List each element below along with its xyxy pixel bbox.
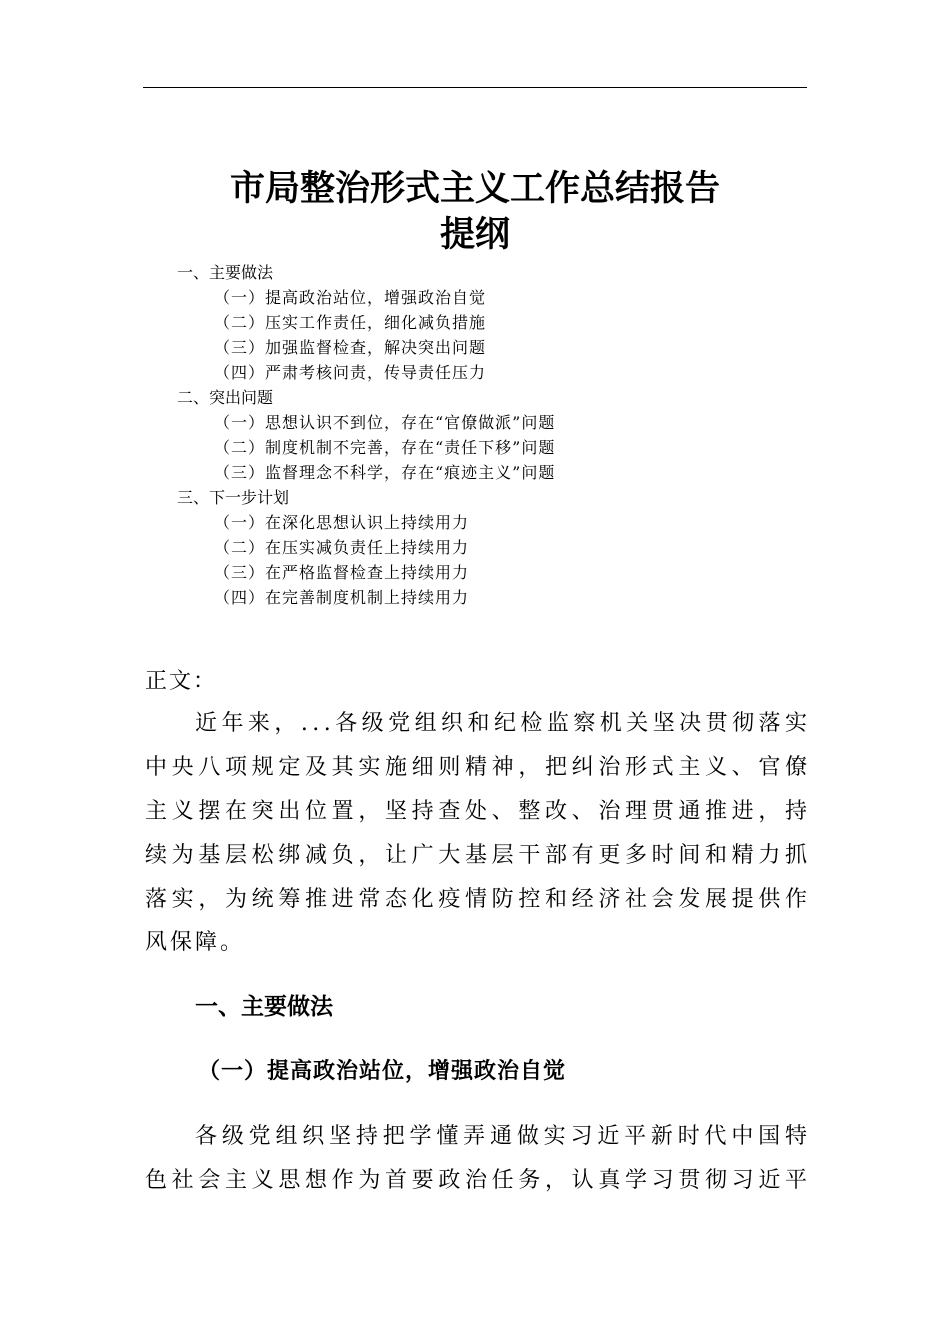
subsection-heading: （一）提高政治站位，增强政治自觉 [198, 1058, 567, 1084]
outline-section-label: 一、主要做法 [177, 263, 274, 282]
outline-item: （一）在深化思想认识上持续用力 [214, 513, 470, 532]
header-rule [143, 87, 807, 88]
paragraph-line: 主义摆在突出位置，坚持查处、整改、治理贯通推进，持 [145, 799, 812, 824]
body-label: 正文： [145, 669, 218, 694]
paragraph-line: 风保障。 [145, 930, 246, 955]
outline-section-label: 二、突出问题 [177, 388, 274, 407]
outline-item: （一）提高政治站位，增强政治自觉 [214, 288, 487, 307]
paragraph-line: 色社会主义思想作为首要政治任务，认真学习贯彻习近平 [145, 1168, 812, 1193]
section-heading: 一、主要做法 [195, 994, 333, 1020]
paragraph-line: 续为基层松绑减负，让广大基层干部有更多时间和精力抓 [145, 843, 812, 868]
outline-item: （三）加强监督检查，解决突出问题 [214, 338, 487, 357]
document-title: 市局整治形式主义工作总结报告 [229, 169, 720, 209]
outline-section-label: 三、下一步计划 [177, 488, 290, 507]
outline-item: （三）监督理念不科学，存在“痕迹主义”问题 [214, 463, 556, 482]
outline-item: （四）在完善制度机制上持续用力 [214, 588, 470, 607]
outline-item: （二）在压实减负责任上持续用力 [214, 538, 470, 557]
document-subtitle: 提纲 [439, 215, 510, 255]
paragraph-line: 近年来，...各级党组织和纪检监察机关坚决贯彻落实 [195, 711, 812, 736]
paragraph-line: 各级党组织坚持把学懂弄通做实习近平新时代中国特 [195, 1124, 812, 1149]
paragraph-line: 落实，为统筹推进常态化疫情防控和经济社会发展提供作 [145, 887, 812, 912]
outline-item: （一）思想认识不到位，存在“官僚做派”问题 [214, 413, 556, 432]
outline-item: （二）制度机制不完善，存在“责任下移”问题 [214, 438, 556, 457]
outline-item: （四）严肃考核问责，传导责任压力 [214, 363, 487, 382]
outline-item: （三）在严格监督检查上持续用力 [214, 563, 470, 582]
paragraph-line: 中央八项规定及其实施细则精神，把纠治形式主义、官僚 [145, 755, 812, 780]
outline-item: （二）压实工作责任，细化减负措施 [214, 313, 487, 332]
